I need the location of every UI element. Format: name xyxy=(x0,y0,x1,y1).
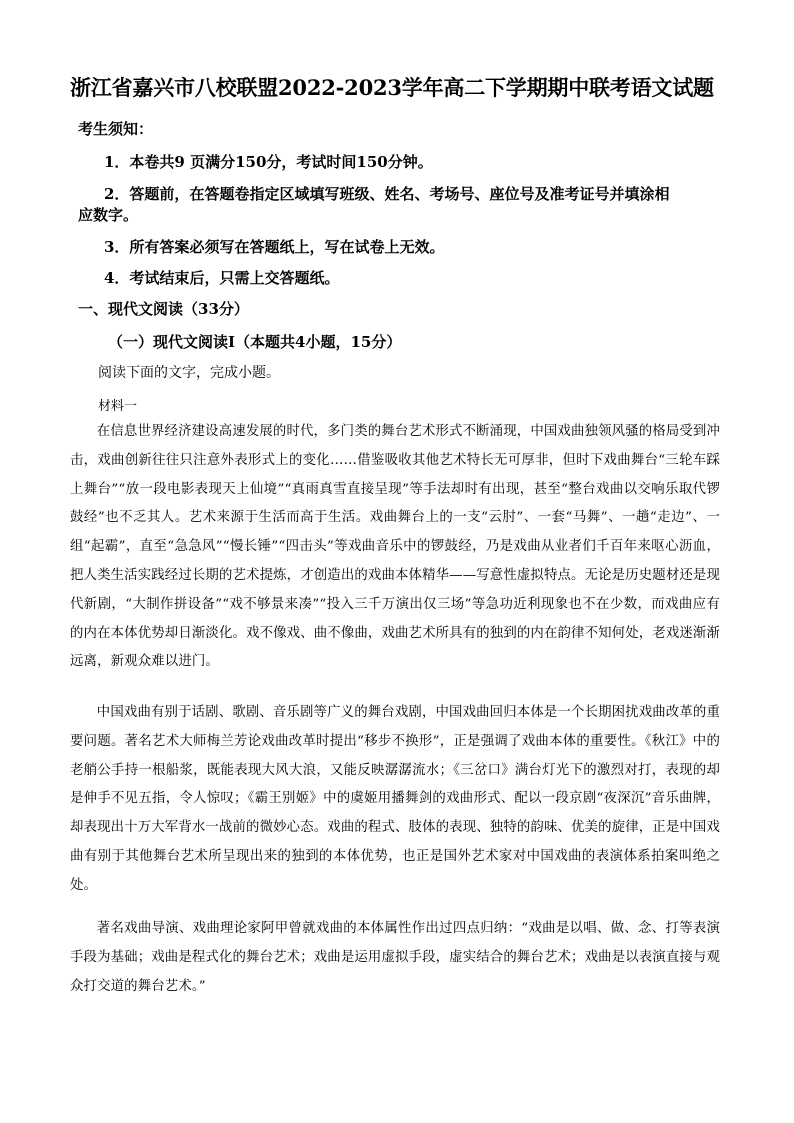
reading-instruction: 阅读下面的文字，完成小题。 xyxy=(98,365,280,381)
material-paragraph-3: 著名戏曲导演、戏曲理论家阿甲曾就戏曲的本体属性作出过四点归纳：“戏曲是以唱、做、念、打等表演手段为基础；戏曲是程式化的舞台艺术；戏曲是运用虚拟手段，虚实结合的舞台艺术；戏曲是以表演直接与观众打交道的舞台艺术。” xyxy=(70,921,720,994)
section-subheading: （一）现代文阅读Ⅰ（本题共4小题，15分） xyxy=(108,333,402,351)
notice-item-1: 1．本卷共9 页满分150分，考试时间150分钟。 xyxy=(104,153,433,171)
section-heading: 一、现代文阅读（33分） xyxy=(78,300,249,318)
document-title: 浙江省嘉兴市八校联盟2022-2023学年高二下学期期中联考语文试题 xyxy=(70,75,714,100)
notice-item-2-continuation: 应数字。 xyxy=(78,206,139,224)
material-paragraph-1: 在信息世界经济建设高速发展的时代，多门类的舞台艺术形式不断涌现，中国戏曲独领风骚的格局受到冲击，戏曲创新往往只注意外表形式上的变化……借鉴吸收其他艺术特长无可厚非，但时下戏曲舞台“三轮车踩上舞台”“放一段电影表现天上仙境”“真雨真雪直接呈现”等手法却时有出现，甚至“整台戏曲以交响乐取代锣鼓经”也不乏其人。艺术来源于生活而高于生活。戏曲舞台上的一支“云肘”、一套“马舞”、一趟“走边”、一组“起霸”，直至“急急风”“慢长锤”“四击头”等戏曲音乐中的锣鼓经，乃是戏曲从业者们千百年来呕心沥血，把人类生活实践经过长期的艺术提炼，才创造出的戏曲本体精华——写意性虚拟特点。无论是历史题材还是现代新剧，“大制作拼设备”“戏不够景来凑”“投入三千万演出仅三场”等急功近利现象也不在少数，而戏曲应有的内在本体优势却日渐淡化。戏不像戏、曲不像曲，戏曲艺术所具有的独到的内在韵律不知何处，老戏迷渐渐远离，新观众难以进门。 xyxy=(70,424,720,670)
material-label: 材料一 xyxy=(98,399,138,414)
material-paragraph-2: 中国戏曲有别于话剧、歌剧、音乐剧等广义的舞台戏剧，中国戏曲回归本体是一个长期困扰戏曲改革的重要问题。著名艺术大师梅兰芳论戏曲改革时提出“移步不换形”，正是强调了戏曲本体的重要性。《秋江》中的老艄公手持一根船浆，既能表现大风大浪，又能反映潺潺流水；《三岔口》满台灯光下的激烈对打，表现的却是伸手不见五指，令人惊叹；《霸王别姬》中的虞姬用播舞剑的戏曲形式、配以一段京剧“夜深沉”音乐曲牌，却表现出十万大军背水一战前的微妙心态。戏曲的程式、肢体的表现、独特的韵味、优美的旋律，正是中国戏曲有别于其他舞台艺术所呈现出来的独到的本体优势，也正是国外艺术家对中国戏曲的表演体系拍案叫绝之处。 xyxy=(70,705,720,893)
notice-item-3: 3．所有答案必须写在答题纸上，写在试卷上无效。 xyxy=(104,238,445,256)
notice-item-2: 2．答题前，在答题卷指定区域填写班级、姓名、考场号、座位号及准考证号并填涂相 xyxy=(104,185,670,203)
notice-item-4: 4．考试结束后，只需上交答题纸。 xyxy=(104,269,340,287)
notice-heading: 考生须知： xyxy=(78,120,154,138)
